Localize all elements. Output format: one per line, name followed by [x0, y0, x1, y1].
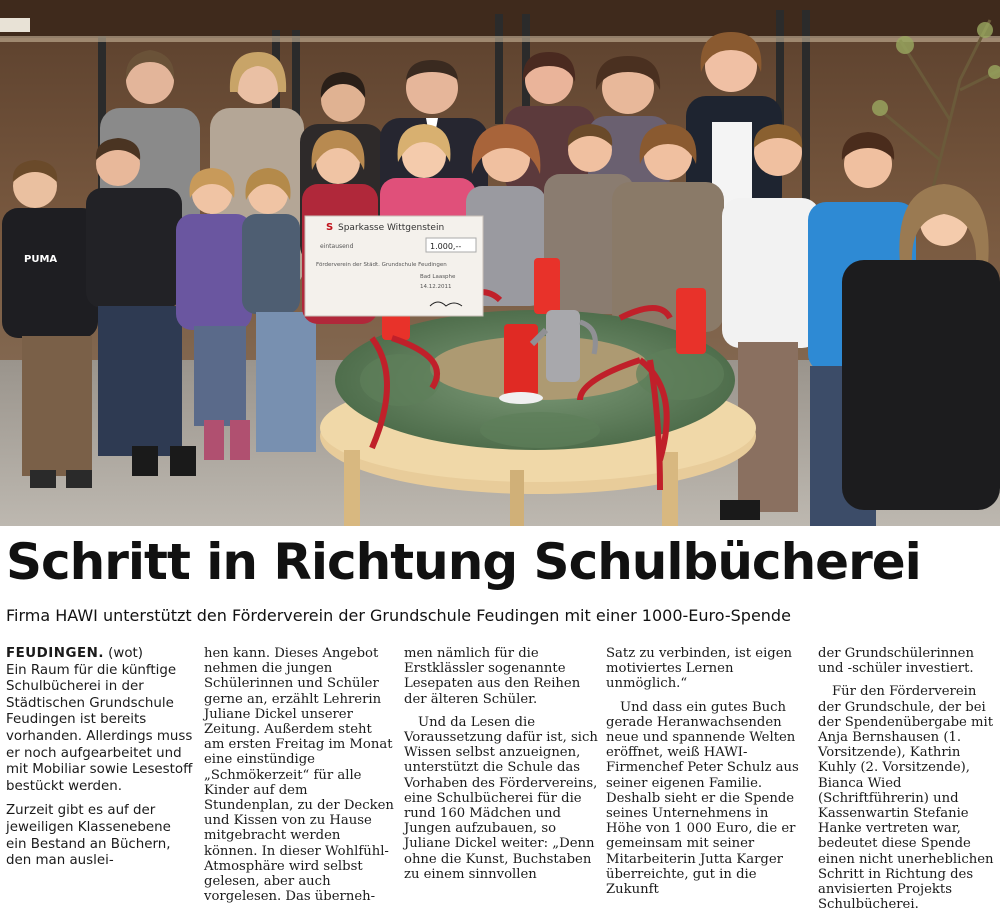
check-amount-words: eintausend	[320, 243, 354, 250]
article-paragraph: Und da Lesen die Voraussetzung dafür ist, sich Wissen selbst anzueignen, unterstützt die Schule das Vorhaben des Fördervereins, eine Schulbücherei für die rund 160 Mädchen und Jungen aufzubauen, so Juliane Dickel weiter: „Denn ohne die Kunst, Buchstaben zu einem sinnvollen	[404, 714, 598, 882]
article-paragraph: hen kann. Dieses Angebot nehmen die jungen Schülerinnen und Schüler gerne an, erzählt Lehrerin Juliane Dickel unserer Zeitung. Außerdem steht am ersten Freitag im Monat eine einstündige „Schmökerzeit“ für alle Kinder auf dem Stundenplan, zu der Decken und Kissen von zu Hause mitgebracht werden können. In dieser Wohlfühl-Atmosphäre wird selbst gelesen, aber auch vorgelesen. Das überneh-	[204, 646, 394, 905]
wall-sign	[0, 18, 30, 32]
svg-text:S: S	[326, 222, 334, 233]
check-amount: 1.000,--	[430, 242, 462, 251]
check-place: Bad Laasphe	[420, 274, 456, 280]
article-paragraph: Satz zu verbinden, ist eigen motiviertes Lernen unmöglich.“	[606, 646, 793, 692]
article-subheadline: Firma HAWI unterstützt den Förderverein der Grundschule Feudingen mit einer 1000-Euro-Spende	[6, 606, 791, 625]
article-paragraph: men nämlich für die Erstklässler sogenannte Lesepaten aus den Reihen der älteren Schüler.	[404, 646, 581, 707]
article-paragraph: Für den Förderverein der Grundschule, der bei der Spendenübergabe mit Anja Bernshausen (1. Vorsitzende), Kathrin Kuhly (2. Vorsitzende), Bianca Wied (Schriftführerin) und Kassenwartin Stefanie Hanke vertreten war, bedeutet diese Spende einen nicht unerheblichen Schritt in Richtung des anvisierten Projekts Schulbücherei.	[818, 684, 994, 912]
article-column-4	[606, 646, 806, 898]
article-column-2	[204, 646, 394, 905]
article-paragraph: Zurzeit gibt es auf der jeweiligen Klassenebene ein Bestand an Büchern, den man auslei-	[6, 803, 171, 869]
article-dateline: FEUDINGEN.	[6, 646, 104, 661]
article-column-3	[404, 646, 598, 882]
article-column-5	[818, 646, 996, 912]
shirt-logo: PUMA	[24, 254, 58, 265]
table-leg	[662, 452, 678, 526]
check-bank-name: Sparkasse Wittgenstein	[338, 223, 445, 233]
article-paragraph: Ein Raum für die künftige Schulbücherei in der Städtischen Grundschule Feudingen ist bereits vorhanden. Allerdings muss er noch aufgearbeitet und mit Mobiliar sowie Lesestoff bestückt werden.	[6, 662, 193, 794]
article-author: (wot)	[108, 646, 144, 661]
check-payee: Förderverein der Städt. Grundschule Feudingen	[316, 262, 447, 268]
article-headline: Schritt in Richtung Schulbücherei	[6, 533, 921, 591]
check-date: 14.12.2011	[420, 284, 452, 290]
table-leg	[344, 450, 360, 526]
article-paragraph: Und dass ein gutes Buch gerade Heranwachsenden neue und spannende Welten eröffnet, weiß HAWI-Firmenchef Peter Schulz aus seiner eigenen Familie. Deshalb sieht er die Spende seines Unternehmens in Höhe von 1 000 Euro, die er gemeinsam mit seiner Mitarbeiterin Jutta Karger überreichte, gut in die Zukunft	[606, 699, 799, 898]
article-paragraph: der Grundschülerinnen und -schüler investiert.	[818, 646, 974, 677]
donation-check	[305, 216, 483, 316]
article-column-1	[6, 646, 194, 868]
